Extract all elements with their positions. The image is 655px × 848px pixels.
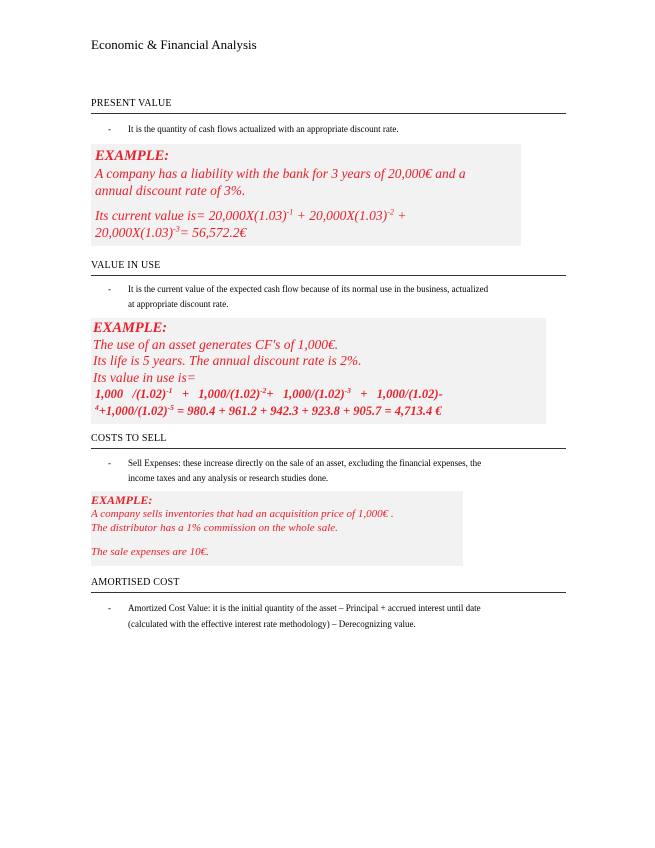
example-box-present-value bbox=[91, 144, 521, 246]
example-formula-line: 1,000 $/(1.02)^{-1} + 1,000/(1.02)^{-2}+ 1,000/(1.02)^{-3} + 1,000/(1.02)-$ bbox=[95, 385, 443, 401]
example-box-costs-to-sell bbox=[91, 491, 463, 566]
section-heading-costs-to-sell: COSTS TO SELL bbox=[91, 433, 167, 444]
example-line: Its value in use is= bbox=[93, 369, 196, 385]
bullet-dash: - bbox=[108, 124, 111, 134]
example-formula-line: Its current value $is= 20,000X(1.03)^{-1} + 20,000X(1.03)^{-2}$ + bbox=[95, 207, 407, 223]
bullet-present-value bbox=[108, 122, 566, 137]
section-rule bbox=[91, 592, 566, 593]
bullet-dash: - bbox=[108, 603, 111, 613]
bullet-dash: - bbox=[108, 284, 111, 294]
example-box-value-in-use bbox=[91, 318, 546, 424]
section-rule bbox=[91, 113, 566, 114]
section-heading-present-value: PRESENT VALUE bbox=[91, 98, 172, 109]
bullet-text: Sell Expenses: these increase directly on the sale of an asset, excluding the financial expenses, the income taxes and any analysis or research studies done. bbox=[128, 458, 482, 483]
bullet-text: Amortized Cost Value: it is the initial quantity of the asset – Principal + accrued interest until date (calculated with the effective interest rate methodology) – Derecognizing value. bbox=[128, 603, 481, 629]
page-header-title: Economic & Financial Analysis bbox=[91, 37, 257, 52]
example-formula-line: $^4+1,000/(1.02)^{-5} = 980.4 + 961.2 + 942.3 + 923.8 + 905.7 = 4,713.4$ € bbox=[95, 402, 442, 418]
section-heading-value-in-use: VALUE IN USE bbox=[91, 260, 161, 271]
example-title: EXAMPLE: bbox=[93, 320, 168, 336]
example-line: The sale expenses are 10€. bbox=[91, 546, 209, 558]
example-title: EXAMPLE: bbox=[95, 148, 170, 164]
section-rule bbox=[91, 448, 566, 449]
example-line: A company sells inventories that had an acquisition price of 1,000€ . bbox=[91, 508, 394, 520]
bullet-dash: - bbox=[108, 458, 111, 468]
example-line: annual discount rate of 3%. bbox=[95, 183, 246, 198]
section-heading-amortised-cost: AMORTISED COST bbox=[91, 577, 180, 588]
bullet-costs-to-sell bbox=[108, 456, 566, 486]
bullet-text: It is the current value of the expected cash flow because of its normal use in the business, actualized at appropriate discount rate. bbox=[128, 284, 489, 309]
example-title: EXAMPLE: bbox=[91, 493, 153, 507]
section-rule bbox=[91, 275, 566, 276]
bullet-value-in-use bbox=[108, 282, 566, 312]
example-line: The use of an asset generates CF's of 1,000€. bbox=[93, 336, 339, 352]
example-line: The distributor has a 1% commission on the whole sale. bbox=[91, 522, 338, 534]
example-formula-line: $20,000X(1.03)^{-3}=$ 56,572.2€ bbox=[95, 224, 247, 240]
example-line: A company has a liability with the bank for 3 years of 20,000€ and a bbox=[95, 166, 466, 181]
bullet-amortised-cost bbox=[108, 600, 566, 632]
bullet-text: It is the quantity of cash flows actualized with an appropriate discount rate. bbox=[128, 124, 399, 134]
example-line: Its life is 5 years. The annual discount rate is 2%. bbox=[93, 353, 362, 368]
